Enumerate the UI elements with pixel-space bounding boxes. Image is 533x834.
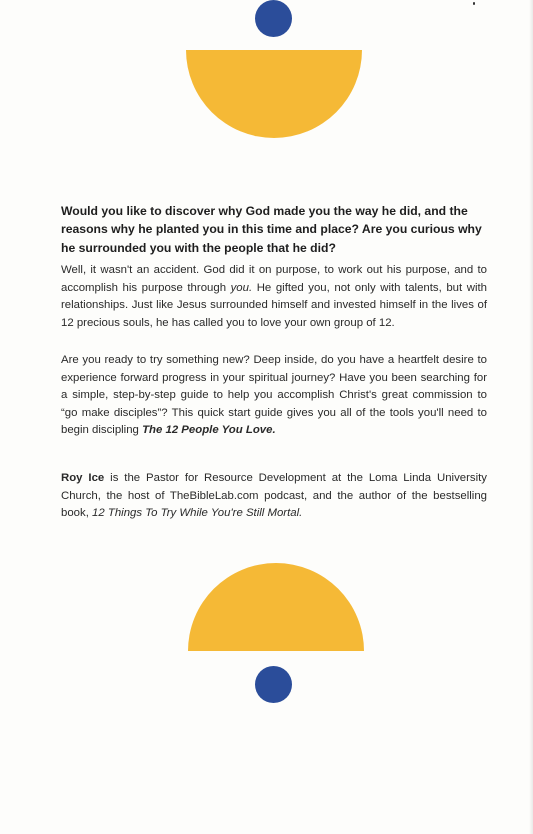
bottom-blue-dot bbox=[255, 666, 292, 703]
paragraph-purpose-emphasis: you. bbox=[230, 281, 253, 294]
paragraph-purpose-text-b: He gifted you, not only with talents, but with relationships. Just like Jesus surrounded himself and invested himself in the lives of 12 precious souls, he has called you to love your own group of 12. bbox=[61, 281, 487, 329]
top-blue-dot bbox=[255, 0, 292, 37]
paragraph-purpose-text-a: Well, it wasn't an accident. God did it on purpose, to work out his purpose, and to accomplish his purpose through bbox=[61, 264, 487, 294]
paragraph-invitation-text: Are you ready to try something new? Deep inside, do you have a heartfelt desire to experience forward progress in your spiritual journey? Have you been searching for a simple, step-by-step guide to help you accomplish Christ's great commission to “go make disciples”? This quick start guide gives you all of the tools you'll need to begin discipling bbox=[61, 354, 487, 437]
print-speck bbox=[473, 2, 475, 5]
author-other-book: 12 Things To Try While You're Still Mortal. bbox=[92, 507, 303, 520]
top-yellow-half-circle bbox=[186, 50, 362, 138]
book-title: The 12 People You Love. bbox=[142, 424, 276, 437]
bottom-yellow-half-circle bbox=[188, 563, 364, 651]
intro-question: Would you like to discover why God made you the way he did, and the reasons why he planted you in this time and place? Are you curious why he surrounded you with the people that he did? bbox=[61, 204, 482, 255]
author-name: Roy Ice bbox=[61, 472, 105, 484]
author-bio-text: is the Pastor for Resource Development at the Loma Linda University Church, the host of TheBibleLab.com podcast, and the author of the bestselling book, bbox=[61, 472, 487, 520]
paragraph-purpose bbox=[61, 262, 487, 332]
author-bio bbox=[61, 470, 487, 523]
page-edge-shadow bbox=[529, 0, 533, 834]
paragraph-invitation bbox=[61, 352, 487, 440]
